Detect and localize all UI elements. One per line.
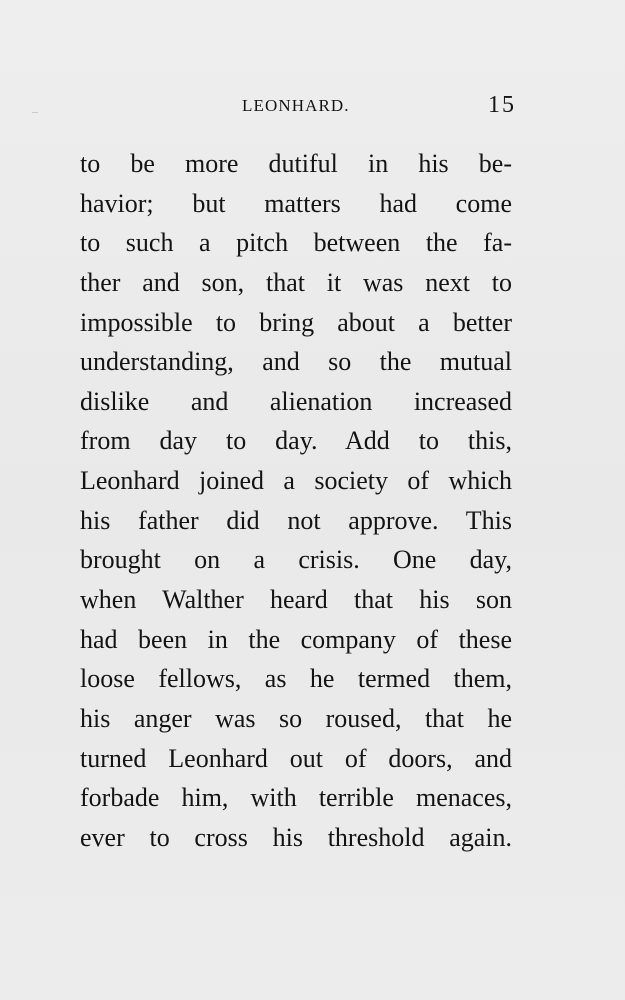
text-line: havior; but matters had come xyxy=(80,188,512,218)
margin-mark xyxy=(32,112,38,113)
text-line: Leonhard joined a society of which xyxy=(80,466,512,496)
text-line: brought on a crisis. One day, xyxy=(80,545,512,575)
text-line: to be more dutiful in his be- xyxy=(80,149,512,178)
text-line: when Walther heard that his son xyxy=(80,585,512,615)
text-line: understanding, and so the mutual xyxy=(80,347,512,377)
text-line: forbade him, with terrible menaces, xyxy=(80,783,512,813)
text-line: impossible to bring about a better xyxy=(80,307,512,337)
page-number: 15 xyxy=(488,92,516,118)
text-line: from day to day. Add to this, xyxy=(80,426,512,456)
text-line: his anger was so roused, that he xyxy=(80,703,512,733)
text-line: dislike and alienation increased xyxy=(80,386,512,416)
text-line: ther and son, that it was next to xyxy=(80,267,512,297)
text-line: his father did not approve. This xyxy=(80,505,512,535)
text-line: loose fellows, as he termed them, xyxy=(80,664,512,694)
text-line: to such a pitch between the fa- xyxy=(80,228,512,258)
running-head xyxy=(0,92,625,132)
body-text xyxy=(80,144,512,858)
running-title: LEONHARD. xyxy=(242,96,350,115)
text-line: had been in the company of these xyxy=(80,624,512,654)
text-line: turned Leonhard out of doors, and xyxy=(80,743,512,773)
text-line: ever to cross his threshold again. xyxy=(80,822,512,852)
